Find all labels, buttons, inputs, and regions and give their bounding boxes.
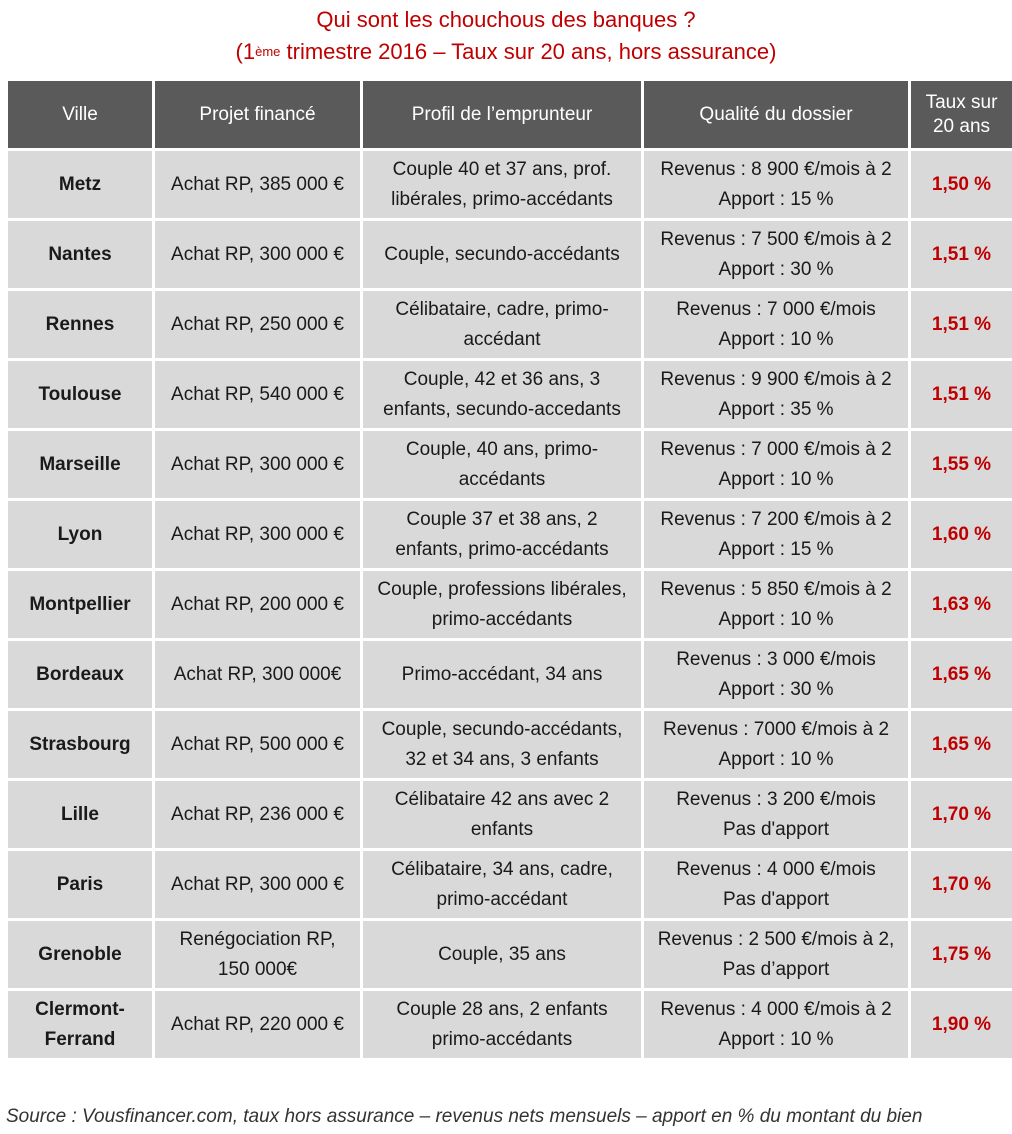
- source-note: Source : Vousfinancer.com, taux hors assurance – revenus nets mensuels – apport en % du montant du bien: [6, 1106, 923, 1127]
- cell-qualite: [644, 361, 908, 428]
- header-profil: Profil de l’emprunteur: [363, 81, 641, 148]
- cell-profil-line: 32 et 34 ans, 3 enfants: [405, 748, 599, 770]
- cell-qualite-line: Apport : 10 %: [718, 748, 834, 770]
- cell-ville-line: Montpellier: [29, 593, 131, 615]
- cell-profil: [363, 851, 641, 918]
- table-row: [8, 361, 1012, 428]
- cell-profil-line: Couple, 40 ans, primo-: [405, 438, 599, 460]
- cell-projet-line: Achat RP, 220 000 €: [171, 1013, 344, 1035]
- cell-qualite-line: Revenus : 3 200 €/mois: [676, 788, 876, 810]
- table-row: [8, 711, 1012, 778]
- cell-profil-line: Couple, 42 et 36 ans, 3: [403, 368, 601, 390]
- cell-qualite: [644, 781, 908, 848]
- cell-ville-line: Lille: [60, 803, 99, 825]
- cell-qualite: [644, 221, 908, 288]
- cell-projet: [155, 781, 360, 848]
- cell-profil: [363, 221, 641, 288]
- cell-qualite: [644, 571, 908, 638]
- cell-projet-line: Achat RP, 300 000€: [173, 663, 342, 685]
- cell-qualite: [644, 921, 908, 988]
- cell-qualite: [644, 501, 908, 568]
- cell-projet-line: Achat RP, 385 000 €: [171, 173, 344, 195]
- header-projet: Projet financé: [155, 81, 360, 148]
- cell-profil-line: primo-accédant: [436, 888, 568, 910]
- cell-taux: 1,65 %: [911, 641, 1012, 708]
- cell-projet-line: Achat RP, 236 000 €: [171, 803, 344, 825]
- cell-qualite-line: Pas d’apport: [722, 958, 830, 980]
- table-row: [8, 501, 1012, 568]
- cell-ville: [8, 361, 152, 428]
- table-row: [8, 571, 1012, 638]
- cell-qualite-line: Revenus : 7 000 €/mois à 2: [660, 438, 892, 460]
- cell-taux: 1,51 %: [911, 291, 1012, 358]
- cell-projet: [155, 991, 360, 1058]
- header-qualite: Qualité du dossier: [644, 81, 908, 148]
- cell-qualite: [644, 851, 908, 918]
- cell-projet: [155, 641, 360, 708]
- cell-ville-line: Ferrand: [44, 1028, 116, 1050]
- cell-profil: [363, 431, 641, 498]
- cell-taux: 1,75 %: [911, 921, 1012, 988]
- cell-ville: [8, 291, 152, 358]
- table-row: [8, 291, 1012, 358]
- page-title: [0, 4, 1012, 68]
- cell-projet-line: Achat RP, 300 000 €: [171, 453, 344, 475]
- cell-projet-line: Achat RP, 500 000 €: [171, 733, 344, 755]
- cell-qualite: [644, 991, 908, 1058]
- cell-ville: [8, 991, 152, 1058]
- cell-ville: [8, 431, 152, 498]
- table-row: [8, 781, 1012, 848]
- rates-table: [5, 78, 1012, 1061]
- cell-ville-line: Strasbourg: [29, 733, 131, 755]
- cell-profil: [363, 991, 641, 1058]
- cell-profil: [363, 291, 641, 358]
- cell-profil: [363, 711, 641, 778]
- cell-projet-line: Achat RP, 540 000 €: [171, 383, 344, 405]
- cell-qualite-line: Revenus : 7 500 €/mois à 2: [660, 228, 892, 250]
- cell-projet: [155, 221, 360, 288]
- cell-qualite-line: Apport : 35 %: [718, 398, 834, 420]
- cell-ville-line: Marseille: [39, 453, 121, 475]
- cell-qualite-line: Apport : 15 %: [718, 188, 834, 210]
- cell-profil-line: accédant: [463, 328, 541, 350]
- cell-projet: [155, 291, 360, 358]
- cell-projet: [155, 151, 360, 218]
- cell-profil: [363, 921, 641, 988]
- cell-qualite-line: Revenus : 2 500 €/mois à 2,: [657, 928, 895, 950]
- cell-qualite-line: Apport : 30 %: [718, 258, 834, 280]
- title-line-2-sup: ème: [255, 44, 281, 59]
- cell-taux: 1,51 %: [911, 221, 1012, 288]
- cell-profil-line: Couple 28 ans, 2 enfants: [396, 998, 608, 1020]
- cell-projet: [155, 501, 360, 568]
- cell-projet-line: Achat RP, 300 000 €: [171, 873, 344, 895]
- cell-ville-line: Lyon: [57, 523, 103, 545]
- cell-projet-line: Achat RP, 300 000 €: [171, 523, 344, 545]
- title-line-1: Qui sont les chouchous des banques ?: [316, 7, 696, 32]
- cell-qualite-line: Revenus : 4 000 €/mois: [676, 858, 876, 880]
- cell-profil-line: enfants, secundo-accedants: [383, 398, 621, 420]
- cell-qualite-line: Apport : 15 %: [718, 538, 834, 560]
- cell-profil-line: primo-accédants: [431, 1028, 573, 1050]
- cell-projet-line: Renégociation RP,: [179, 928, 336, 950]
- cell-qualite-line: Revenus : 7 000 €/mois: [676, 298, 876, 320]
- cell-taux: 1,70 %: [911, 781, 1012, 848]
- cell-ville-line: Paris: [56, 873, 104, 895]
- cell-ville: [8, 151, 152, 218]
- cell-profil-line: libérales, primo-accédants: [391, 188, 613, 210]
- cell-profil-line: accédants: [458, 468, 546, 490]
- cell-taux: 1,60 %: [911, 501, 1012, 568]
- cell-profil: [363, 781, 641, 848]
- cell-taux: 1,51 %: [911, 361, 1012, 428]
- table-row: [8, 851, 1012, 918]
- cell-qualite-line: Pas d'apport: [722, 818, 830, 840]
- cell-qualite: [644, 151, 908, 218]
- cell-profil-line: Couple, secundo-accédants: [384, 243, 620, 265]
- cell-profil-line: Couple, professions libérales,: [377, 578, 627, 600]
- cell-ville-line: Metz: [58, 173, 102, 195]
- cell-profil-line: enfants, primo-accédants: [395, 538, 609, 560]
- cell-projet: [155, 711, 360, 778]
- cell-ville-line: Clermont-: [35, 998, 125, 1020]
- cell-qualite: [644, 641, 908, 708]
- cell-projet: [155, 921, 360, 988]
- cell-ville-line: Rennes: [45, 313, 115, 335]
- cell-projet-line: Achat RP, 250 000 €: [171, 313, 344, 335]
- table-row: [8, 641, 1012, 708]
- cell-qualite-line: Apport : 10 %: [718, 1028, 834, 1050]
- cell-profil: [363, 641, 641, 708]
- cell-projet: [155, 431, 360, 498]
- cell-ville-line: Bordeaux: [36, 663, 124, 685]
- title-line-2-suffix: trimestre 2016 – Taux sur 20 ans, hors assurance): [280, 39, 777, 64]
- cell-qualite-line: Pas d'apport: [722, 888, 830, 910]
- cell-projet-line: Achat RP, 200 000 €: [171, 593, 344, 615]
- title-line-2-prefix: (1: [235, 39, 256, 64]
- cell-ville: [8, 711, 152, 778]
- cell-ville-line: Nantes: [48, 243, 112, 265]
- cell-profil-line: Célibataire 42 ans avec 2: [394, 788, 610, 810]
- cell-qualite-line: Apport : 10 %: [718, 608, 834, 630]
- cell-profil-line: Primo-accédant, 34 ans: [401, 663, 603, 685]
- header-ville: Ville: [8, 81, 152, 148]
- cell-profil-line: Couple, 35 ans: [438, 943, 566, 965]
- cell-profil-line: Couple 37 et 38 ans, 2: [406, 508, 598, 530]
- cell-qualite-line: Apport : 10 %: [718, 328, 834, 350]
- cell-ville: [8, 641, 152, 708]
- cell-ville: [8, 921, 152, 988]
- cell-profil-line: Couple, secundo-accédants,: [381, 718, 623, 740]
- cell-qualite-line: Revenus : 4 000 €/mois à 2: [660, 998, 892, 1020]
- header-taux-line-2: 20 ans: [932, 115, 991, 137]
- cell-qualite-line: Revenus : 3 000 €/mois: [676, 648, 876, 670]
- title-line-2: [0, 36, 1012, 68]
- cell-qualite: [644, 431, 908, 498]
- cell-taux: 1,65 %: [911, 711, 1012, 778]
- cell-taux: 1,50 %: [911, 151, 1012, 218]
- cell-ville: [8, 501, 152, 568]
- header-taux: [911, 81, 1012, 148]
- cell-ville: [8, 571, 152, 638]
- cell-profil-line: Célibataire, 34 ans, cadre,: [391, 858, 613, 880]
- cell-profil: [363, 151, 641, 218]
- cell-qualite-line: Revenus : 5 850 €/mois à 2: [660, 578, 892, 600]
- cell-qualite-line: Revenus : 9 900 €/mois à 2: [660, 368, 892, 390]
- cell-ville-line: Grenoble: [38, 943, 122, 965]
- cell-qualite-line: Revenus : 7 200 €/mois à 2: [660, 508, 892, 530]
- cell-projet: [155, 851, 360, 918]
- cell-profil-line: Couple 40 et 37 ans, prof.: [392, 158, 612, 180]
- table-row: [8, 991, 1012, 1058]
- cell-projet-line: 150 000€: [217, 958, 298, 980]
- cell-qualite-line: Apport : 30 %: [718, 678, 834, 700]
- cell-profil-line: Célibataire, cadre, primo-: [395, 298, 609, 320]
- table-header-row: [8, 81, 1012, 148]
- cell-ville: [8, 221, 152, 288]
- cell-profil-line: enfants: [470, 818, 534, 840]
- cell-qualite-line: Revenus : 8 900 €/mois à 2: [660, 158, 892, 180]
- cell-taux: 1,55 %: [911, 431, 1012, 498]
- cell-projet-line: Achat RP, 300 000 €: [171, 243, 344, 265]
- cell-ville: [8, 781, 152, 848]
- table-row: [8, 151, 1012, 218]
- cell-qualite: [644, 291, 908, 358]
- cell-ville: [8, 851, 152, 918]
- cell-profil: [363, 571, 641, 638]
- cell-profil-line: primo-accédants: [431, 608, 573, 630]
- cell-taux: 1,90 %: [911, 991, 1012, 1058]
- cell-taux: 1,70 %: [911, 851, 1012, 918]
- header-taux-line-1: Taux sur: [925, 91, 998, 113]
- cell-taux: 1,63 %: [911, 571, 1012, 638]
- cell-qualite-line: Apport : 10 %: [718, 468, 834, 490]
- table-row: [8, 221, 1012, 288]
- cell-projet: [155, 361, 360, 428]
- table-row: [8, 431, 1012, 498]
- cell-profil: [363, 501, 641, 568]
- cell-projet: [155, 571, 360, 638]
- table-row: [8, 921, 1012, 988]
- cell-qualite: [644, 711, 908, 778]
- cell-ville-line: Toulouse: [38, 383, 122, 405]
- cell-profil: [363, 361, 641, 428]
- cell-qualite-line: Revenus : 7000 €/mois à 2: [662, 718, 890, 740]
